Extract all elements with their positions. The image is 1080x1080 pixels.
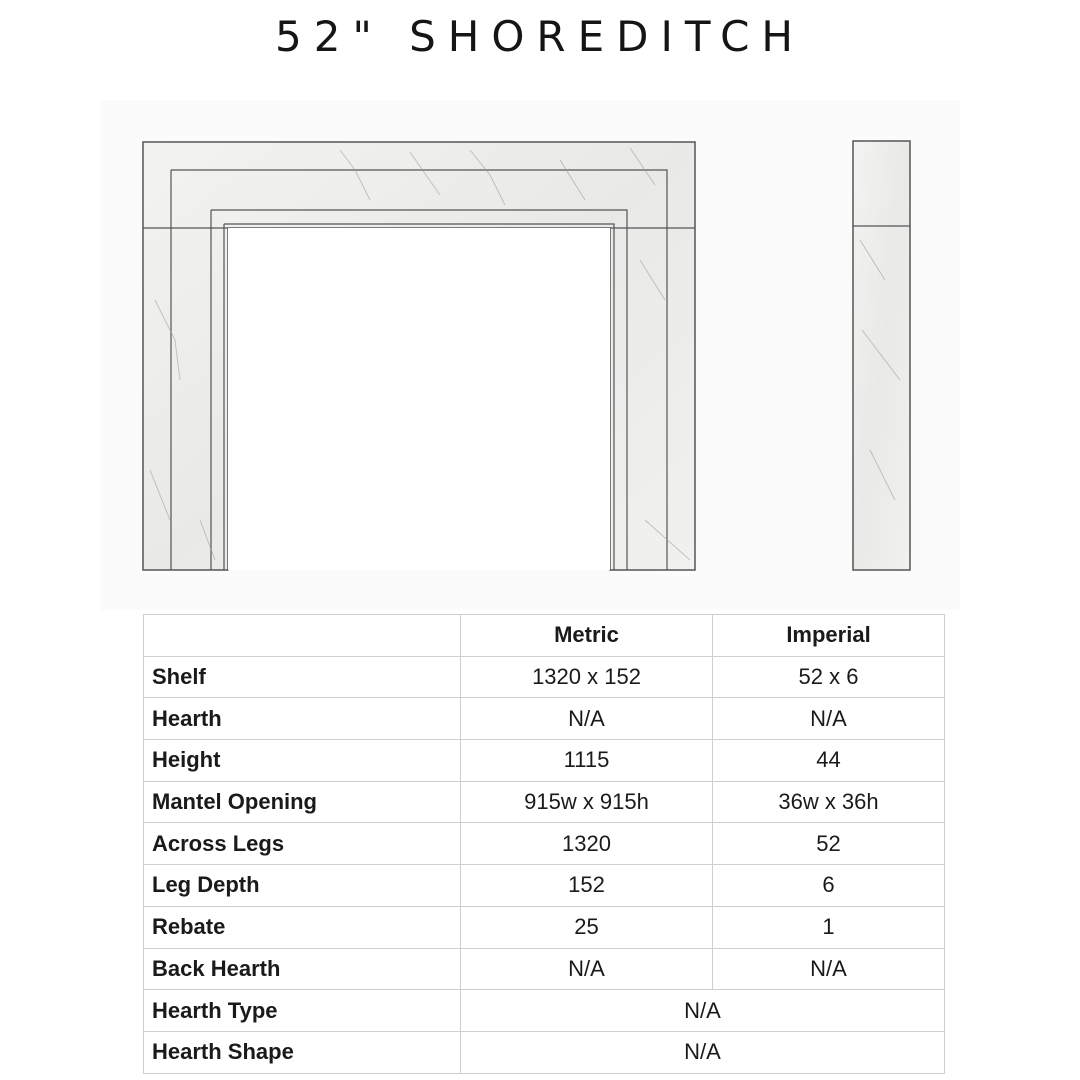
imperial-value: 44 [713, 740, 945, 782]
imperial-value: 6 [713, 865, 945, 907]
imperial-value: 1 [713, 906, 945, 948]
table-row [144, 948, 945, 990]
header-imperial: Imperial [713, 615, 945, 657]
metric-value: 25 [461, 906, 713, 948]
row-label: Hearth Shape [144, 1031, 461, 1073]
metric-value: 915w x 915h [461, 781, 713, 823]
row-label: Across Legs [144, 823, 461, 865]
row-label: Leg Depth [144, 865, 461, 907]
header-empty [144, 615, 461, 657]
row-label: Hearth [144, 698, 461, 740]
table-row [144, 906, 945, 948]
imperial-value: 36w x 36h [713, 781, 945, 823]
metric-value: 1320 [461, 823, 713, 865]
imperial-value: 52 x 6 [713, 656, 945, 698]
front-elevation [143, 142, 695, 570]
side-elevation [853, 141, 910, 570]
specification-table [143, 614, 945, 1074]
merged-value: N/A [461, 1031, 945, 1073]
metric-value: 1320 x 152 [461, 656, 713, 698]
row-label: Back Hearth [144, 948, 461, 990]
table-row [144, 781, 945, 823]
row-label: Hearth Type [144, 990, 461, 1032]
row-label: Height [144, 740, 461, 782]
table-row [144, 990, 945, 1032]
imperial-value: N/A [713, 948, 945, 990]
product-title: 52" SHOREDITCH [275, 12, 805, 61]
table-row [144, 656, 945, 698]
table-row [144, 865, 945, 907]
row-label: Mantel Opening [144, 781, 461, 823]
header-metric: Metric [461, 615, 713, 657]
row-label: Shelf [144, 656, 461, 698]
table-row [144, 1031, 945, 1073]
metric-value: 1115 [461, 740, 713, 782]
metric-value: 152 [461, 865, 713, 907]
imperial-value: N/A [713, 698, 945, 740]
table-row [144, 740, 945, 782]
table-row [144, 698, 945, 740]
imperial-value: 52 [713, 823, 945, 865]
table-header-row [144, 615, 945, 657]
fire-opening [228, 228, 610, 570]
metric-value: N/A [461, 698, 713, 740]
row-label: Rebate [144, 906, 461, 948]
metric-value: N/A [461, 948, 713, 990]
merged-value: N/A [461, 990, 945, 1032]
table-row [144, 823, 945, 865]
